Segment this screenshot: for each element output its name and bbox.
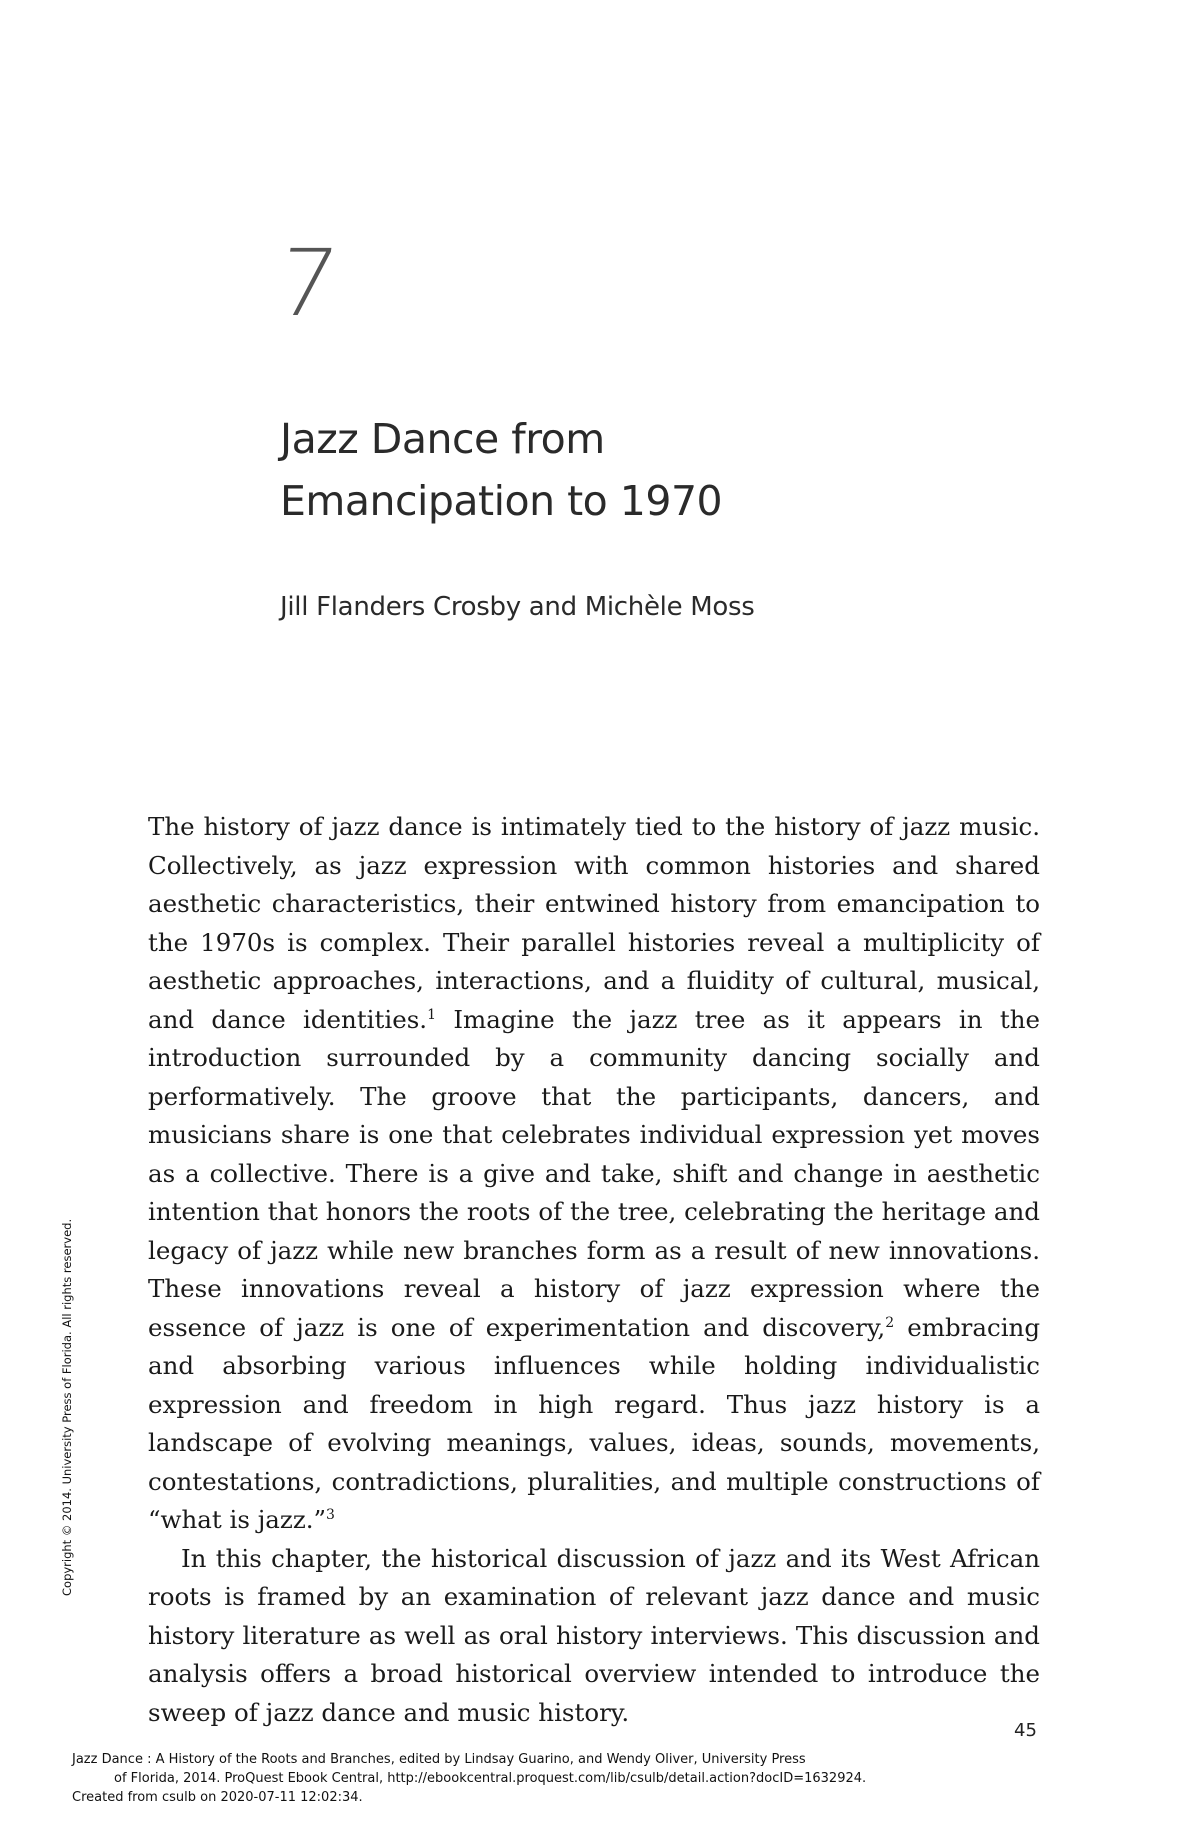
chapter-title-line-2: Emancipation to 1970 — [280, 477, 723, 525]
footnote-ref-3[interactable]: 3 — [326, 1506, 335, 1523]
paragraph-1-part-2: Imagine the jazz tree as it appears in the introduction surrounded by a community dancing socially and performatively. The groove that the participants, dancers, and musicians share is one that celebrates individual expression yet moves as a collective. There is a give and take, shift and change in aesthetic intention that honors the roots of the tree, celebrating the heritage and legacy of jazz while new branches form as a result of new innovations. These innovations reveal a history of jazz expression where the essence of jazz is one of experimentation and discovery, — [148, 1004, 1040, 1342]
citation-line-1: Jazz Dance : A History of the Roots and Branches, edited by Lindsay Guarino, and Wendy Oliver, University Press — [72, 1752, 806, 1767]
citation-line-2[interactable]: of Florida, 2014. ProQuest Ebook Central, http://ebookcentral.proquest.com/lib/csulb/detail.action?docID=1632924. — [114, 1771, 867, 1786]
copyright-notice: Copyright © 2014. University Press of Florida. All rights reserved. — [60, 1218, 74, 1596]
paragraph-1 — [148, 808, 1040, 1540]
citation-line-3: Created from csulb on 2020-07-11 12:02:34. — [72, 1790, 363, 1805]
chapter-authors: Jill Flanders Crosby and Michèle Moss — [280, 592, 755, 622]
paragraph-1-part-3: embracing and absorbing various influences while holding individualistic expression and freedom in high regard. Thus jazz history is a landscape of evolving meanings, values, ideas, sounds, movements, contestations, contradictions, pluralities, and multiple constructions of “what is jazz.” — [148, 1312, 1040, 1534]
paragraph-2: In this chapter, the historical discussion of jazz and its West African roots is framed by an examination of relevant jazz dance and music history literature as well as oral history interviews. This discussion and analysis offers a broad historical overview intended to introduce the sweep of jazz dance and music history. — [148, 1543, 1040, 1727]
chapter-title-line-1: Jazz Dance from — [280, 415, 605, 463]
page-number: 45 — [1014, 1720, 1037, 1741]
footnote-ref-2[interactable]: 2 — [885, 1314, 895, 1331]
citation-footer — [72, 1750, 1172, 1807]
body-text — [148, 808, 1040, 1732]
chapter-title — [280, 408, 980, 532]
paragraph-1-part-1: The history of jazz dance is intimately tied to the history of jazz music. Collectively, as jazz expression with common histories and shared aesthetic characteristics, their entwined history from emancipation to the 1970s is complex. Their parallel histories reveal a multiplicity of aesthetic approaches, interactions, and a fluidity of cultural, musical, and dance identities. — [148, 812, 1040, 1034]
footnote-ref-1[interactable]: 1 — [427, 1006, 436, 1023]
chapter-number: 7 — [270, 230, 345, 337]
